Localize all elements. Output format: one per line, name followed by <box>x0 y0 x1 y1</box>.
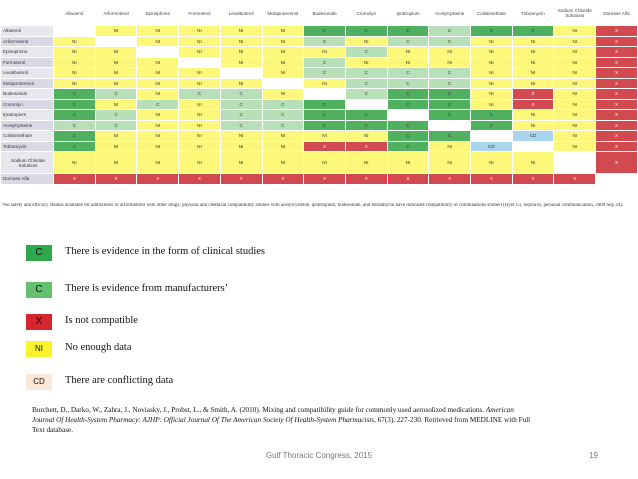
table-cell: NI <box>220 78 262 89</box>
table-cell <box>262 78 304 89</box>
table-cell: NI <box>179 131 221 142</box>
table-row <box>1 47 638 58</box>
table-footnote: ᵃNo safety and efficacy studies available for admixtures of arformoterol with other drugs; physical and chemical compatibility studies with acetylcysteine, ipratropium, budesonide, and tobramycin have indicated compatibility of combinations studied (Dyer CI, Sepracor, personal communication, 2009 Sep 24). <box>2 203 624 208</box>
table-cell: X <box>220 174 262 185</box>
table-cell: C <box>429 36 471 47</box>
table-cell: C <box>54 141 96 152</box>
citation-journal: American Journal Of Health-System Pharmacy: AJHP: Official Journal Of The American Society Of Health-System Pharmacists, <box>32 406 514 424</box>
table-cell: X <box>596 99 638 110</box>
table-row <box>1 131 638 142</box>
table-cell: NI <box>345 152 387 174</box>
table-cell: NI <box>512 47 554 58</box>
table-cell: C <box>95 89 137 100</box>
table-cell: NI <box>54 36 96 47</box>
table-cell: NI <box>471 36 513 47</box>
table-cell: C <box>429 89 471 100</box>
legend-swatch: C <box>26 282 52 298</box>
table-cell: NI <box>95 152 137 174</box>
table-cell: NI <box>429 57 471 68</box>
citation-authors: Burchett, D., Darko, W., Zahra, J., Noviasky, J., Probst, L., & Smith, A. (2010). Mixing and compatibility guide for commonly used aerosolized medications. <box>32 406 485 414</box>
table-row <box>1 99 638 110</box>
table-cell: C <box>387 141 429 152</box>
table-cell: X <box>596 141 638 152</box>
table-cell: NI <box>429 152 471 174</box>
table-cell: C <box>262 99 304 110</box>
table-row <box>1 174 638 185</box>
table-cell: C <box>179 89 221 100</box>
table-cell: NI <box>387 57 429 68</box>
table-cell: X <box>137 174 179 185</box>
table-cell: CD <box>512 131 554 142</box>
table-cell: NI <box>137 68 179 79</box>
table-cell: NI <box>179 120 221 131</box>
table-cell: C <box>304 110 346 121</box>
table-row <box>1 89 638 100</box>
table-body <box>1 26 638 185</box>
table-cell: C <box>429 99 471 110</box>
table-cell: NI <box>512 152 554 174</box>
row-label: Dornase Alfa <box>1 174 54 185</box>
table-cell: NI <box>429 47 471 58</box>
row-label: Colistimethate <box>1 131 54 142</box>
table-cell: C <box>137 99 179 110</box>
table-cell: X <box>304 141 346 152</box>
table-cell: NI <box>54 78 96 89</box>
table-row <box>1 141 638 152</box>
table-cell: NI <box>345 131 387 142</box>
table-cell: NI <box>137 78 179 89</box>
table-cell: X <box>179 174 221 185</box>
footer-text: Gulf Thoracic Congress, 2015 <box>265 451 373 460</box>
column-header: Colistimethate <box>471 1 513 26</box>
table-cell: C <box>387 36 429 47</box>
legend-swatch: NI <box>26 341 52 357</box>
table-cell: NI <box>554 120 596 131</box>
column-header: Sodium Chloride Solutions <box>554 1 596 26</box>
table-cell: NI <box>179 152 221 174</box>
table-cell <box>387 110 429 121</box>
table-cell: NI <box>95 131 137 142</box>
table-cell: C <box>471 26 513 37</box>
row-label: Cromolyn <box>1 99 54 110</box>
table-cell: C <box>387 26 429 37</box>
table-cell: C <box>512 26 554 37</box>
table-row <box>1 68 638 79</box>
table-cell: X <box>596 68 638 79</box>
table-cell: NI <box>262 141 304 152</box>
citation <box>32 405 532 435</box>
legend-label: There is evidence in the form of clinical studies <box>65 246 266 257</box>
table-cell: C <box>54 89 96 100</box>
table-cell: X <box>512 89 554 100</box>
table-cell: X <box>554 174 596 185</box>
table-cell: C <box>345 26 387 37</box>
table-cell: C <box>387 68 429 79</box>
table-cell: NI <box>220 131 262 142</box>
table-row <box>1 36 638 47</box>
table-cell: C <box>387 131 429 142</box>
table-cell <box>429 120 471 131</box>
table-cell: C <box>429 78 471 89</box>
compatibility-table-image <box>0 0 638 200</box>
table-corner <box>1 1 54 26</box>
table-cell: X <box>387 174 429 185</box>
table-cell: NI <box>137 36 179 47</box>
table-cell <box>220 68 262 79</box>
table-cell: C <box>345 78 387 89</box>
table-cell: X <box>596 36 638 47</box>
table-cell: NI <box>262 131 304 142</box>
table-cell: X <box>512 99 554 110</box>
table-cell: NI <box>179 47 221 58</box>
table-cell: X <box>512 174 554 185</box>
table-cell: NI <box>95 141 137 152</box>
table-cell: NI <box>137 89 179 100</box>
legend-label: Is not compatible <box>65 315 138 326</box>
table-cell: NI <box>137 57 179 68</box>
table-cell: C <box>345 120 387 131</box>
table-cell: X <box>304 174 346 185</box>
row-label: Metaproterenol <box>1 78 54 89</box>
table-cell <box>54 26 96 37</box>
table-cell: NI <box>95 26 137 37</box>
table-row <box>1 120 638 131</box>
page-number: 19 <box>589 451 598 460</box>
table-cell <box>345 99 387 110</box>
table-cell: C <box>345 68 387 79</box>
table-cell: NI <box>137 120 179 131</box>
table-cell: X <box>54 174 96 185</box>
legend-swatch: X <box>26 314 52 330</box>
table-cell: NI <box>220 141 262 152</box>
row-label: Ipratropium <box>1 110 54 121</box>
table-cell: NI <box>512 36 554 47</box>
table-cell: NI <box>220 36 262 47</box>
table-cell: C <box>429 110 471 121</box>
table-header-row <box>1 1 638 26</box>
table-cell: NI <box>512 110 554 121</box>
table-cell: NI <box>554 141 596 152</box>
table-cell: NI <box>54 47 96 58</box>
table-cell: C <box>220 110 262 121</box>
table-cell: NI <box>471 47 513 58</box>
table-cell: C <box>429 131 471 142</box>
legend-label: There is evidence from manufacturers’ <box>65 283 229 294</box>
table-cell: C <box>95 110 137 121</box>
table-cell: NI <box>137 141 179 152</box>
table-cell: NI <box>137 131 179 142</box>
table-cell <box>95 36 137 47</box>
table-cell: C <box>304 36 346 47</box>
row-label: Budesonide <box>1 89 54 100</box>
row-label: Levalbuterol <box>1 68 54 79</box>
table-cell: C <box>471 110 513 121</box>
table-cell: X <box>429 174 471 185</box>
table-cell: NI <box>471 99 513 110</box>
table-cell: NI <box>95 68 137 79</box>
column-header: Ipratropium <box>387 1 429 26</box>
table-cell: NI <box>304 78 346 89</box>
table-cell: NI <box>262 47 304 58</box>
column-header: Arformoterol <box>95 1 137 26</box>
table-cell: C <box>345 47 387 58</box>
table-cell <box>137 47 179 58</box>
row-label: Acetylcysteine <box>1 120 54 131</box>
column-header: Levalbuterol <box>220 1 262 26</box>
table-cell: NI <box>512 68 554 79</box>
table-cell: C <box>54 110 96 121</box>
table-cell: C <box>54 120 96 131</box>
table-cell: NI <box>179 78 221 89</box>
row-label: Epinephrine <box>1 47 54 58</box>
table-cell: C <box>262 110 304 121</box>
table-cell: C <box>387 120 429 131</box>
table-cell: X <box>596 152 638 174</box>
table-cell: NI <box>512 57 554 68</box>
table-cell: X <box>471 174 513 185</box>
table-cell: X <box>596 110 638 121</box>
table-cell: NI <box>471 89 513 100</box>
table-cell: NI <box>179 110 221 121</box>
table-cell: X <box>596 26 638 37</box>
table-cell: NI <box>345 36 387 47</box>
row-label: Formoterol <box>1 57 54 68</box>
table-cell: C <box>387 78 429 89</box>
table-cell: NI <box>262 57 304 68</box>
table-cell: C <box>304 68 346 79</box>
table-cell: NI <box>554 110 596 121</box>
table-cell: NI <box>554 47 596 58</box>
table-cell: X <box>345 141 387 152</box>
table-cell: NI <box>554 131 596 142</box>
table-cell: X <box>345 174 387 185</box>
row-label: Albuterol <box>1 26 54 37</box>
table-cell: NI <box>554 99 596 110</box>
table-row <box>1 110 638 121</box>
legend-swatch: C <box>26 245 52 261</box>
table-cell <box>554 152 596 174</box>
table-cell: NI <box>471 57 513 68</box>
table-cell <box>179 57 221 68</box>
column-header: Albuterol <box>54 1 96 26</box>
row-label: Tobramycin <box>1 141 54 152</box>
row-label: Sodium Chloride Solutions <box>1 152 54 174</box>
table-cell: C <box>304 26 346 37</box>
table-cell: NI <box>179 36 221 47</box>
table-cell: C <box>387 89 429 100</box>
table-cell: C <box>429 68 471 79</box>
table-cell: CD <box>471 141 513 152</box>
table-cell: X <box>262 174 304 185</box>
table-cell: NI <box>471 78 513 89</box>
table-cell: NI <box>220 26 262 37</box>
legend-label: No enough data <box>65 342 132 353</box>
column-header: Acetylcysteine <box>429 1 471 26</box>
table-cell: NI <box>95 57 137 68</box>
table-cell: NI <box>179 99 221 110</box>
legend-label: There are conflicting data <box>65 375 174 386</box>
table-row <box>1 57 638 68</box>
table-cell: NI <box>179 141 221 152</box>
table-cell: NI <box>54 57 96 68</box>
table-cell: NI <box>262 89 304 100</box>
table-cell: X <box>596 78 638 89</box>
table-cell: NI <box>179 68 221 79</box>
table-cell: NI <box>95 78 137 89</box>
table-cell: NI <box>554 89 596 100</box>
table-cell <box>512 141 554 152</box>
table-cell: X <box>596 120 638 131</box>
table-cell: C <box>220 120 262 131</box>
table-cell: NI <box>554 68 596 79</box>
table-cell: C <box>54 99 96 110</box>
table-cell: C <box>304 57 346 68</box>
citation-details: 67(3), 227-230. Retrieved from MEDLINE with Full Text database. <box>32 416 531 434</box>
table-cell: X <box>95 174 137 185</box>
table-cell: NI <box>345 57 387 68</box>
table-cell: C <box>471 120 513 131</box>
table-cell: NI <box>262 26 304 37</box>
table-row <box>1 152 638 174</box>
table-row <box>1 26 638 37</box>
table-cell: NI <box>304 152 346 174</box>
table-cell: NI <box>471 68 513 79</box>
table-cell: NI <box>179 26 221 37</box>
table-cell: NI <box>554 57 596 68</box>
table-cell: NI <box>95 99 137 110</box>
table-cell: C <box>304 99 346 110</box>
table-cell: NI <box>554 78 596 89</box>
table-cell: NI <box>554 26 596 37</box>
table-cell: X <box>596 131 638 142</box>
table-cell: C <box>54 131 96 142</box>
table-cell: NI <box>512 120 554 131</box>
table-cell: NI <box>262 36 304 47</box>
table-row <box>1 78 638 89</box>
row-label: Arformoterol <box>1 36 54 47</box>
table-cell: NI <box>554 36 596 47</box>
column-header: Metaproterenol <box>262 1 304 26</box>
table-cell: C <box>345 89 387 100</box>
table-cell: C <box>429 26 471 37</box>
table-cell: NI <box>387 47 429 58</box>
table-cell: C <box>220 99 262 110</box>
table-cell <box>304 89 346 100</box>
table-cell: C <box>220 89 262 100</box>
table-cell: X <box>596 57 638 68</box>
table-cell: NI <box>304 47 346 58</box>
table-cell: NI <box>262 68 304 79</box>
table-cell: NI <box>54 68 96 79</box>
column-header: Formoterol <box>179 1 221 26</box>
table-cell: NI <box>512 78 554 89</box>
column-header: Tobramycin <box>512 1 554 26</box>
table-cell: C <box>345 110 387 121</box>
table-cell: NI <box>429 141 471 152</box>
table-cell <box>596 174 638 185</box>
table-cell: X <box>596 89 638 100</box>
compatibility-table <box>0 0 638 185</box>
table-cell <box>471 131 513 142</box>
table-cell: NI <box>220 57 262 68</box>
column-header: Budesonide <box>304 1 346 26</box>
table-cell: NI <box>137 26 179 37</box>
table-cell: NI <box>54 152 96 174</box>
table-cell: NI <box>262 152 304 174</box>
table-cell: C <box>95 120 137 131</box>
table-cell: NI <box>304 131 346 142</box>
table-cell: NI <box>471 152 513 174</box>
table-cell: NI <box>95 47 137 58</box>
table-cell: C <box>262 120 304 131</box>
legend-swatch: CD <box>26 374 52 390</box>
table-cell: X <box>596 47 638 58</box>
table-cell: NI <box>220 152 262 174</box>
column-header: Dornase Alfa <box>596 1 638 26</box>
table-cell: NI <box>387 152 429 174</box>
column-header: Cromolyn <box>345 1 387 26</box>
table-cell: C <box>387 99 429 110</box>
table-cell: NI <box>137 152 179 174</box>
table-cell: C <box>304 120 346 131</box>
column-header: Epinephrine <box>137 1 179 26</box>
table-cell: NI <box>220 47 262 58</box>
table-cell: NI <box>137 110 179 121</box>
